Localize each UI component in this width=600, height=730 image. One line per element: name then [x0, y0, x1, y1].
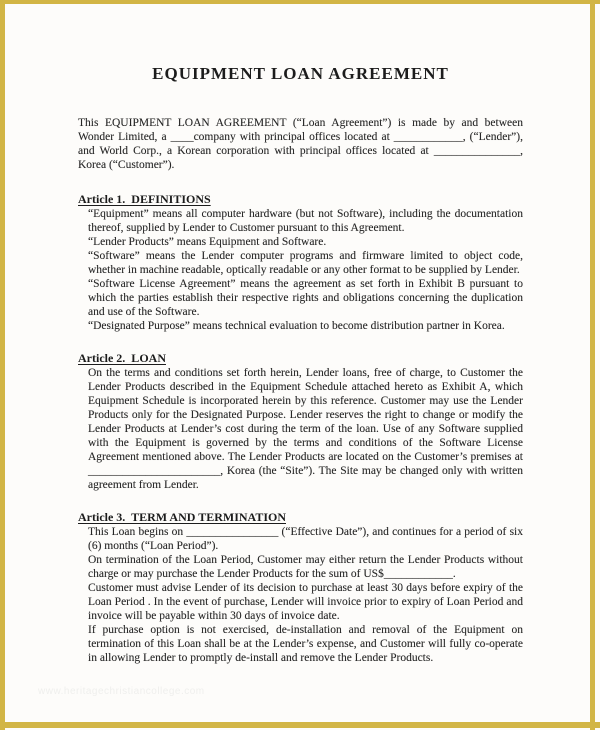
article-paragraph: “Software License Agreement” means the agreement as set forth in Exhibit B pursuant to which the parties establish their respective rights and obligations concerning the duplication and use of the Software.: [88, 278, 523, 318]
article-paragraph: “Equipment” means all computer hardware (but not Software), including the documentation thereof, supplied by Lender to Customer pursuant to this Agreement.: [88, 208, 523, 234]
article-section-term-and-termination: [78, 510, 523, 665]
article-paragraph: “Lender Products” means Equipment and Software.: [88, 236, 327, 248]
intro-paragraph: This EQUIPMENT LOAN AGREEMENT (“Loan Agreement”) is made by and between Wonder Limited, a ____company with principal offices located at ____________, (“Lender”), and World Corp., a Korean corporation with principal offices located at _______________, Korea (“Customer”).: [78, 117, 523, 171]
article-3-heading: Article 3. TERM AND TERMINATION: [78, 510, 286, 524]
article-2-heading: Article 2. LOAN: [78, 351, 166, 365]
article-2-body: [88, 366, 523, 492]
article-1-body: [88, 207, 523, 333]
article-section-loan: [78, 351, 523, 492]
article-3-body: [88, 525, 523, 665]
frame-border-right: [590, 0, 595, 730]
watermark-text: www.heritagechristiancollege.com: [38, 686, 205, 697]
frame-border-bottom: [0, 722, 600, 728]
article-paragraph: “Software” means the Lender computer programs and firmware limited to object code, whether in machine readable, optically readable or any other format to be supplied by Lender.: [88, 250, 523, 276]
article-paragraph: On the terms and conditions set forth herein, Lender loans, free of charge, to Customer the Lender Products described in the Equipment Schedule attached hereto as Exhibit A, which Equipment Schedule is incorporated herein by this reference. Customer may use the Lender Products only for the Designated Purpose. Lender reserves the right to change or modify the Lender Products at Lender’s cost during the term of the loan. Use of any Software supplied with the Equipment is governed by the terms and conditions of the Software License Agreement mentioned above. The Lender Products are located on the Customer’s premises at _______________________, Korea (the “Site”). The Site may be changed only with written agreement from Lender.: [88, 367, 523, 491]
article-paragraph: Customer must advise Lender of its decision to purchase at least 30 days before expiry of the Loan Period . In the event of purchase, Lender will invoice prior to expiry of Loan Period and invoice will be payable within 30 days of invoice date.: [88, 582, 523, 622]
article-1-heading: Article 1. DEFINITIONS: [78, 192, 211, 206]
article-paragraph: This Loan begins on ________________ (“Effective Date”), and continues for a period of six (6) months (“Loan Period”).: [88, 526, 523, 552]
article-section-definitions: [78, 192, 523, 333]
document-title: EQUIPMENT LOAN AGREEMENT: [152, 64, 449, 83]
frame-border-left: [0, 0, 5, 730]
article-paragraph: On termination of the Loan Period, Customer may either return the Lender Products without charge or may purchase the Lender Products for the sum of US$____________.: [88, 554, 523, 580]
article-paragraph: “Designated Purpose” means technical evaluation to become distribution partner in Korea.: [88, 320, 505, 332]
article-paragraph: If purchase option is not exercised, de-installation and removal of the Equipment on termination of this Loan shall be at the Lender’s expense, and Customer will fully co-operate in allowing Lender to promptly de-install and remove the Lender Products.: [88, 624, 523, 664]
document-body: [78, 0, 523, 665]
